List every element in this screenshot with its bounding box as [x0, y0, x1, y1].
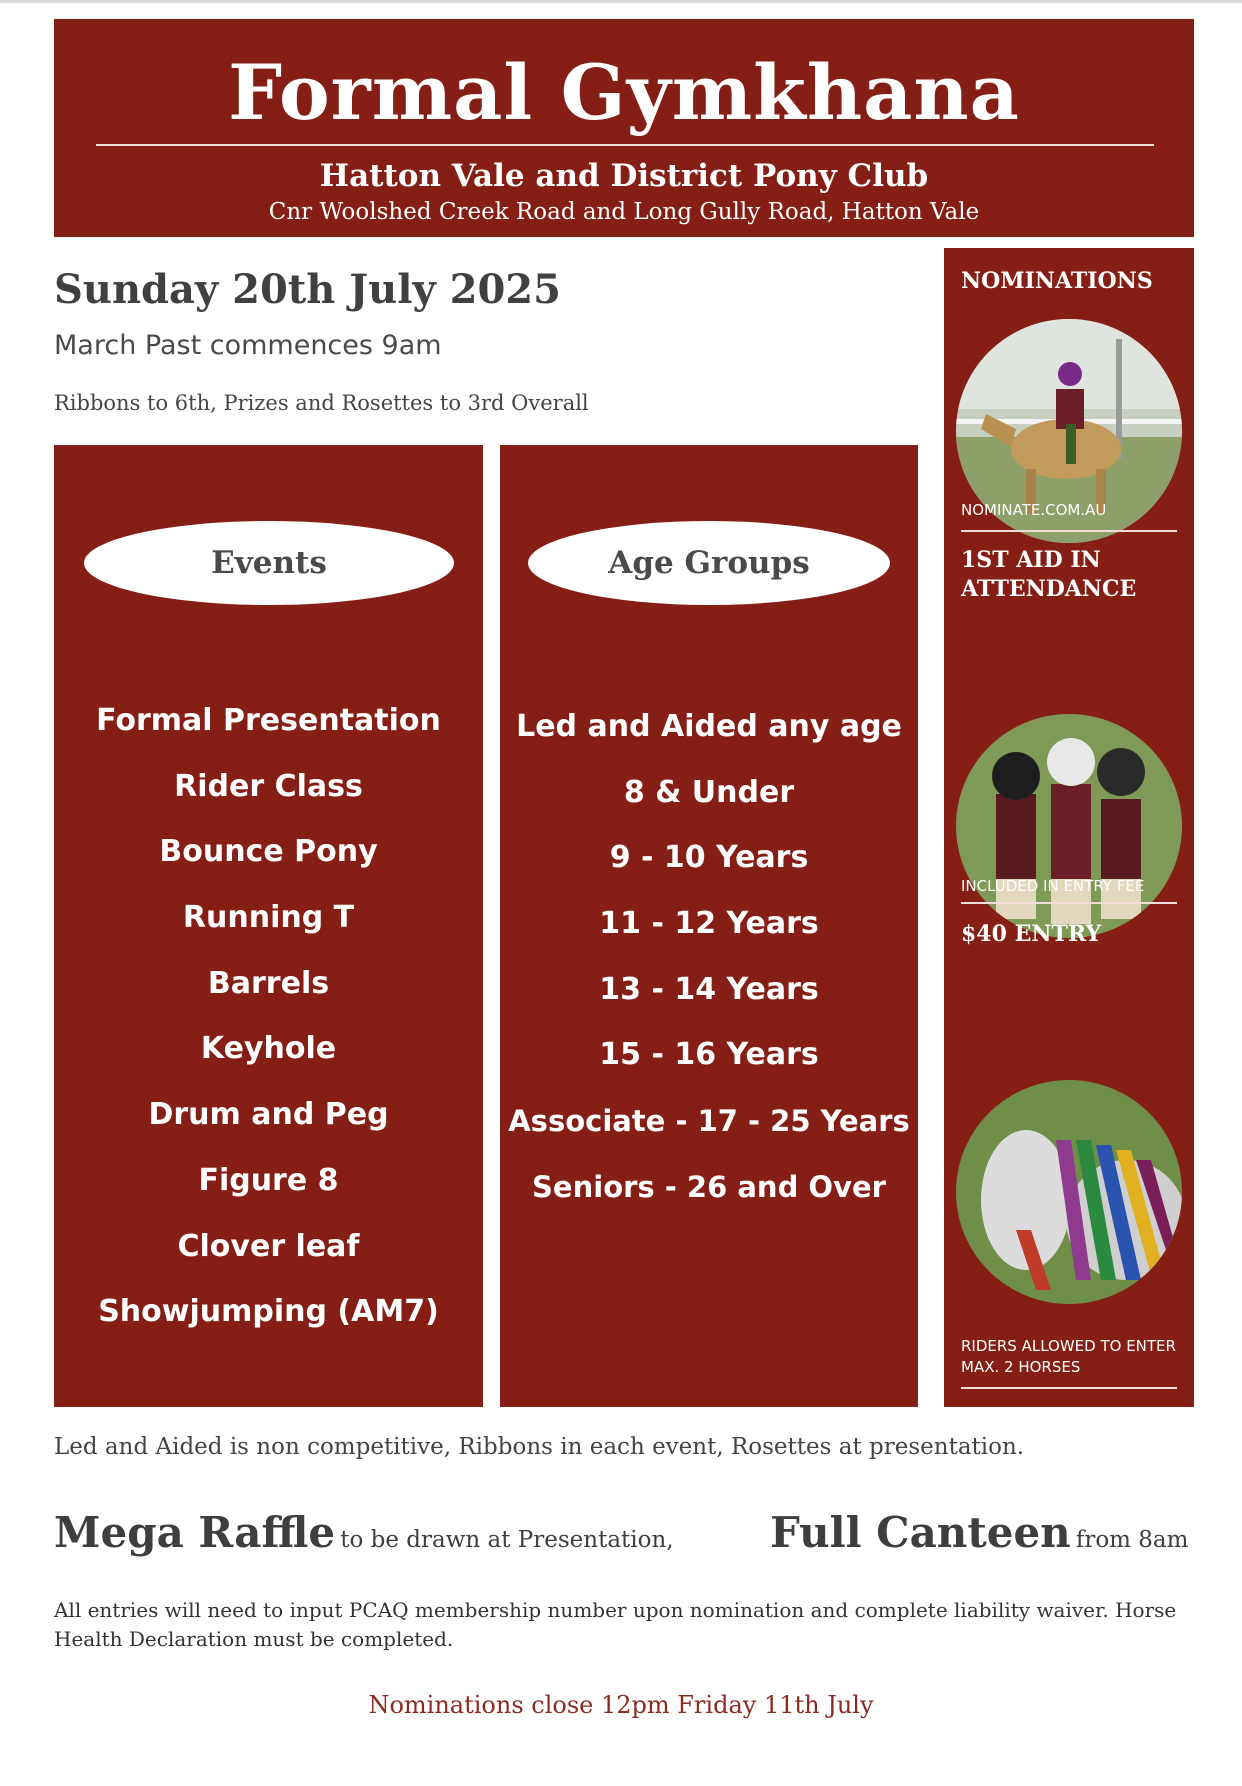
event-item: Rider Class [174, 768, 363, 804]
children-in-helmets-photo [956, 714, 1182, 938]
info-sidebar [944, 248, 1194, 1407]
top-border-line [0, 0, 1242, 3]
first-aid-caption: INCLUDED IN ENTRY FEE [961, 877, 1145, 895]
age-group-item: 8 & Under [623, 774, 795, 810]
canteen-heading: Full Canteen [770, 1508, 1071, 1557]
sidebar-divider [961, 902, 1177, 904]
sidebar-divider [961, 530, 1177, 532]
header-divider [96, 144, 1154, 146]
age-group-item: Associate - 17 - 25 Years [508, 1104, 910, 1139]
age-group-item: 13 - 14 Years [599, 971, 819, 1007]
age-group-item: Seniors - 26 and Over [532, 1169, 886, 1204]
header-banner [54, 19, 1194, 237]
raffle-detail: to be drawn at Presentation, [340, 1527, 674, 1553]
event-item: Keyhole [200, 1031, 337, 1067]
entry-fee-caption: RIDERS ALLOWED TO ENTER MAX. 2 HORSES [961, 1337, 1176, 1376]
events-heading: Events [84, 521, 454, 605]
event-item: Showjumping (AM7) [98, 1294, 439, 1330]
nominations-heading: NOMINATIONS [961, 268, 1153, 294]
nominations-caption: NOMINATE.COM.AU [961, 501, 1107, 519]
event-date: Sunday 20th July 2025 [54, 266, 561, 313]
event-item: Figure 8 [198, 1162, 339, 1198]
event-item: Bounce Pony [159, 834, 378, 870]
entry-fee-heading: $40 ENTRY [961, 921, 1102, 947]
event-item: Drum and Peg [148, 1097, 389, 1133]
ribbons-info: Ribbons to 6th, Prizes and Rosettes to 3rd Overall [54, 391, 589, 415]
mega-raffle-line [54, 1508, 674, 1558]
club-name: Hatton Vale and District Pony Club [319, 158, 929, 194]
canteen-detail: from 8am [1075, 1527, 1189, 1553]
age-group-item: 11 - 12 Years [599, 906, 819, 942]
event-item: Running T [182, 900, 355, 936]
raffle-heading: Mega Raffle [54, 1508, 336, 1557]
age-groups-list [500, 707, 918, 1233]
age-group-item: 9 - 10 Years [609, 840, 809, 876]
age-groups-panel [500, 445, 918, 1407]
entries-requirements: All entries will need to input PCAQ membership number upon nomination and complete liability waiver. Horse Health Declaration must be completed. [54, 1598, 1177, 1651]
pony-with-ribbons-photo [956, 1080, 1182, 1304]
event-item: Barrels [207, 965, 330, 1001]
page-title: Formal Gymkhana [228, 48, 1020, 137]
venue-address: Cnr Woolshed Creek Road and Long Gully Road, Hatton Vale [268, 199, 980, 225]
age-groups-heading: Age Groups [528, 521, 890, 605]
march-past-time: March Past commences 9am [54, 330, 442, 361]
sidebar-divider [961, 1387, 1177, 1389]
led-and-aided-note: Led and Aided is non competitive, Ribbons in each event, Rosettes at presentation. [54, 1434, 1025, 1460]
event-item: Clover leaf [177, 1228, 360, 1264]
age-group-item: Led and Aided any age [516, 709, 902, 744]
events-panel [54, 445, 483, 1407]
canteen-line [770, 1508, 1188, 1558]
age-group-item: 15 - 16 Years [599, 1037, 819, 1073]
first-aid-heading: 1ST AID IN ATTENDANCE [961, 547, 1137, 602]
events-list [54, 701, 483, 1358]
event-item: Formal Presentation [96, 703, 441, 738]
nominations-close-notice: Nominations close 12pm Friday 11th July [368, 1691, 874, 1719]
